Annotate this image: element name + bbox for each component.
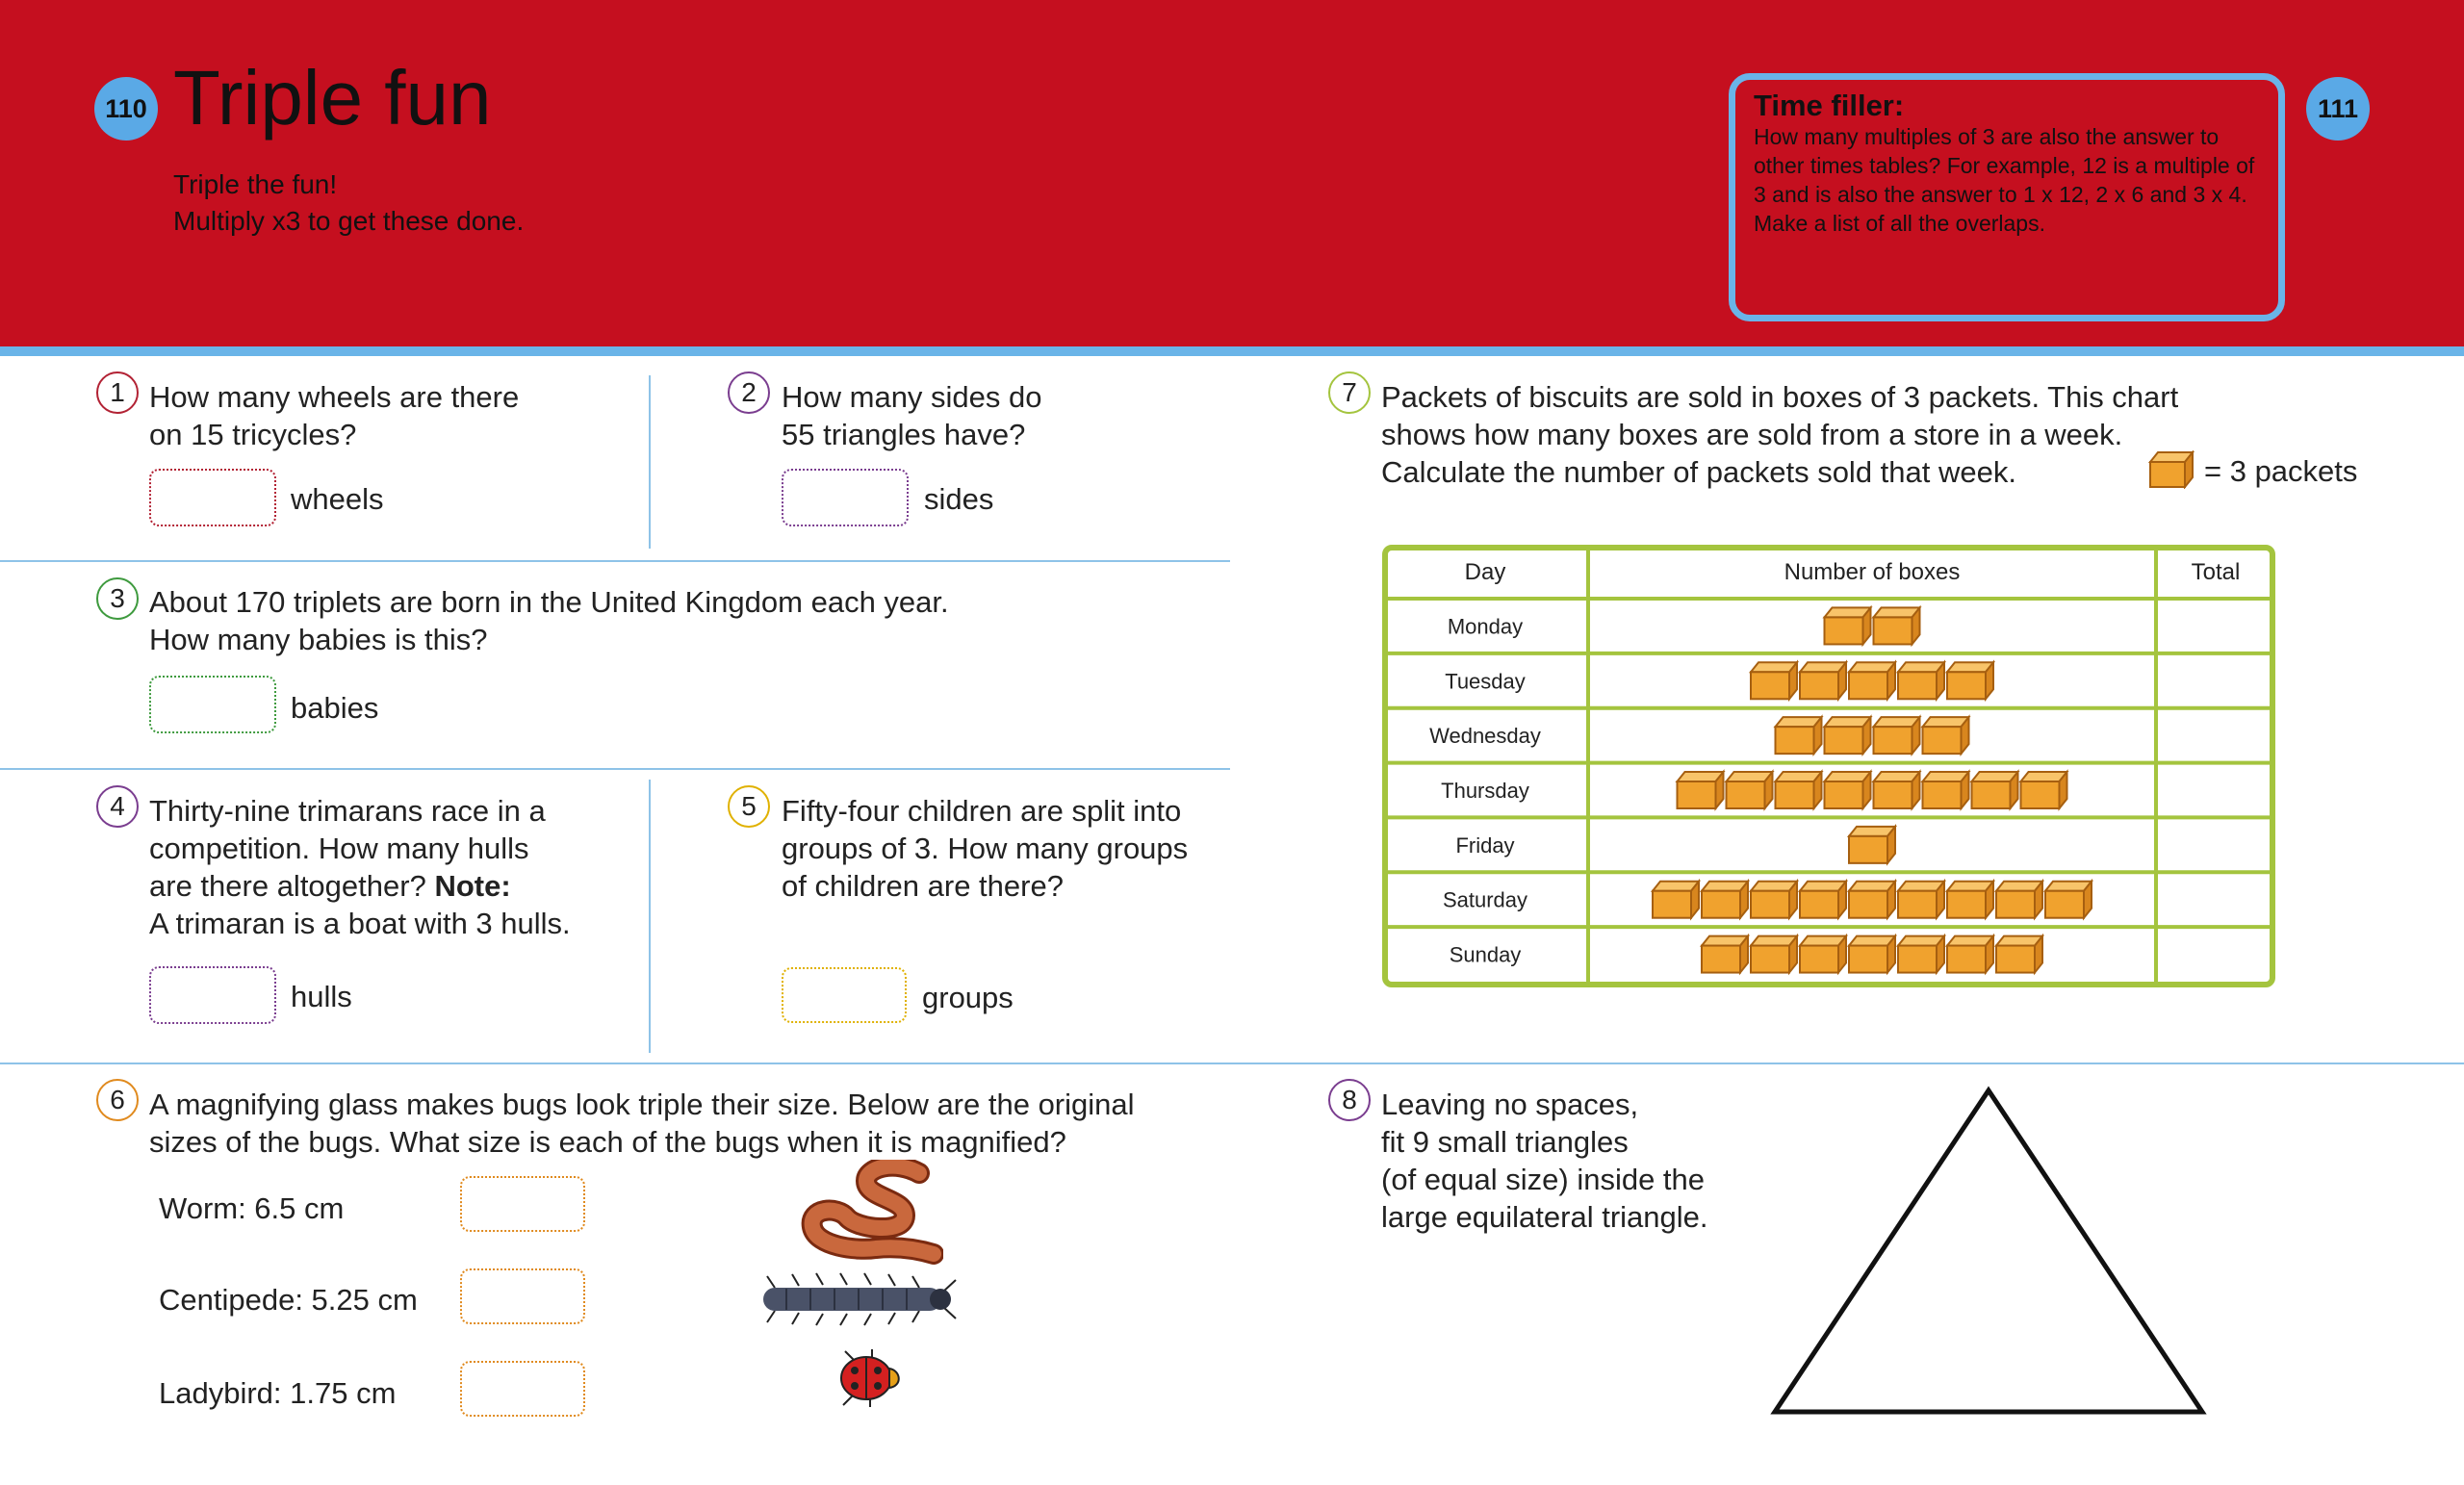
ladybird-icon	[835, 1347, 907, 1409]
question-6-line-1: A magnifying glass makes bugs look triple their size. Below are the original	[149, 1088, 1135, 1121]
box-icon	[1727, 772, 1773, 808]
intro-line-2: Multiply x3 to get these done.	[173, 206, 525, 236]
question-4-number: 4	[96, 785, 139, 828]
box-icon	[1825, 717, 1871, 754]
box-icon	[2045, 882, 2092, 918]
chart-day-label: Friday	[1455, 832, 1515, 858]
intro-line-1: Triple the fun!	[173, 169, 338, 199]
box-icon	[1678, 772, 1724, 808]
centipede-answer-box[interactable]	[460, 1268, 585, 1324]
question-5-unit: groups	[922, 981, 1014, 1014]
box-icon	[1947, 882, 1993, 918]
centipede-label: Centipede: 5.25 cm	[159, 1283, 418, 1317]
question-4-line-2: competition. How many hulls	[149, 832, 529, 865]
question-5-answer-box[interactable]	[782, 967, 907, 1023]
box-icon	[1702, 936, 1748, 973]
box-icon	[1996, 882, 2042, 918]
question-5-line-2: groups of 3. How many groups	[782, 832, 1189, 865]
worm-icon	[799, 1160, 943, 1266]
box-icon	[1947, 662, 1993, 699]
time-filler-text: How many multiples of 3 are also the answer to other times tables? For example, 12 is a multiple of 3 and is also the answer to 1 x 12, 2 x 6 and 3 x 4. Make a list of all the overlaps.	[1754, 124, 2255, 236]
question-2-line-2: 55 triangles have?	[782, 418, 1026, 451]
question-8-number: 8	[1328, 1079, 1371, 1121]
box-icon	[1874, 717, 1920, 754]
question-4-line-1: Thirty-nine trimarans race in a	[149, 794, 546, 828]
question-8-text	[1381, 1086, 1708, 1236]
question-1-unit: wheels	[291, 482, 384, 516]
box-icon	[1653, 882, 1699, 918]
box-icon	[1751, 936, 1797, 973]
question-1-number: 1	[96, 371, 139, 414]
chart-boxes	[1653, 607, 2092, 972]
box-icon	[2021, 772, 2067, 808]
question-7-text	[1381, 378, 2178, 491]
question-7-line-2: shows how many boxes are sold from a store in a week.	[1381, 418, 2123, 451]
chart-header-2: Total	[2191, 559, 2241, 585]
box-icon	[1751, 882, 1797, 918]
question-3-number: 3	[96, 577, 139, 620]
question-3-answer-box[interactable]	[149, 676, 276, 733]
chart-day-label: Tuesday	[1445, 669, 1526, 694]
question-5-number: 5	[728, 785, 770, 828]
ladybird-answer-box[interactable]	[460, 1361, 585, 1417]
chart-header-0: Day	[1464, 559, 1506, 585]
question-4-answer-box[interactable]	[149, 966, 276, 1024]
question-5-text	[782, 792, 1188, 905]
question-1-text	[149, 378, 519, 453]
question-8-line-3: (of equal size) inside the	[1381, 1163, 1706, 1196]
box-icon	[1800, 882, 1846, 918]
box-icon	[1825, 772, 1871, 808]
question-3-line-2: How many babies is this?	[149, 623, 488, 656]
question-3-unit: babies	[291, 691, 379, 725]
box-icon	[1825, 607, 1871, 644]
divider-v2	[649, 780, 651, 1053]
question-8-line-1: Leaving no spaces,	[1381, 1088, 1639, 1121]
worm-label: Worm: 6.5 cm	[159, 1191, 345, 1225]
centipede-icon	[756, 1270, 958, 1328]
box-icon	[1874, 772, 1920, 808]
question-8-line-2: fit 9 small triangles	[1381, 1125, 1629, 1159]
box-icon	[1751, 662, 1797, 699]
key-box-icon	[2148, 450, 2194, 489]
divider-v1	[649, 375, 651, 549]
box-icon	[1776, 717, 1822, 754]
question-5-line-3: of children are there?	[782, 869, 1064, 903]
box-icon	[1874, 607, 1920, 644]
question-4-line-4: A trimaran is a boat with 3 hulls.	[149, 907, 571, 940]
question-3-text	[149, 583, 949, 658]
question-1-line-2: on 15 tricycles?	[149, 418, 357, 451]
divider-h2	[0, 768, 1230, 770]
box-icon	[1923, 717, 1969, 754]
chart-day-label: Sunday	[1449, 942, 1522, 967]
box-icon	[1972, 772, 2018, 808]
box-icon	[1849, 827, 1895, 863]
question-6-text	[149, 1086, 1135, 1161]
question-8-line-4: large equilateral triangle.	[1381, 1200, 1708, 1234]
chart-day-label: Wednesday	[1429, 724, 1541, 749]
question-7-number: 7	[1328, 371, 1371, 414]
question-7-line-3: Calculate the number of packets sold that week.	[1381, 455, 2016, 489]
question-2-unit: sides	[924, 482, 994, 516]
box-icon	[1923, 772, 1969, 808]
box-icon	[1800, 662, 1846, 699]
chart-header-1: Number of boxes	[1784, 559, 1961, 585]
page-title: Triple fun	[173, 55, 492, 141]
key-text: = 3 packets	[2204, 454, 2358, 488]
large-equilateral-triangle	[1761, 1083, 2214, 1420]
intro-text	[173, 166, 524, 240]
header-divider	[0, 346, 2464, 356]
question-6-number: 6	[96, 1079, 139, 1121]
question-2-text	[782, 378, 1042, 453]
box-icon	[1996, 936, 2042, 973]
left-page-number: 110	[94, 77, 158, 141]
box-icon	[1849, 662, 1895, 699]
box-icon	[1849, 882, 1895, 918]
divider-h3	[0, 1063, 2464, 1064]
box-icon	[1898, 936, 1944, 973]
question-1-line-1: How many wheels are there	[149, 380, 520, 414]
box-icon	[1776, 772, 1822, 808]
time-filler-title: Time filler:	[1754, 89, 1905, 122]
question-7-line-1: Packets of biscuits are sold in boxes of 3 packets. This chart	[1381, 380, 2179, 414]
question-4-text	[149, 792, 571, 942]
question-4-line-3	[149, 867, 571, 905]
box-icon	[1898, 882, 1944, 918]
divider-h1	[0, 560, 1230, 562]
box-icon	[1947, 936, 1993, 973]
ladybird-label: Ladybird: 1.75 cm	[159, 1376, 397, 1410]
chart-day-label: Thursday	[1441, 779, 1529, 803]
question-2-answer-box[interactable]	[782, 469, 909, 526]
question-4-unit: hulls	[291, 980, 352, 1013]
question-5-line-1: Fifty-four children are split into	[782, 794, 1182, 828]
box-icon	[1898, 662, 1944, 699]
boxes-chart	[1382, 545, 2275, 987]
question-3-line-1: About 170 triplets are born in the United Kingdom each year.	[149, 585, 949, 619]
box-icon	[1849, 936, 1895, 973]
question-2-number: 2	[728, 371, 770, 414]
question-4-note-label: Note:	[434, 869, 511, 903]
question-1-answer-box[interactable]	[149, 469, 276, 526]
chart-day-label: Saturday	[1442, 887, 1528, 912]
worm-answer-box[interactable]	[460, 1176, 585, 1232]
question-2-line-1: How many sides do	[782, 380, 1042, 414]
chart-day-label: Monday	[1447, 614, 1524, 639]
right-page-number: 111	[2306, 77, 2370, 141]
question-4-line-3-text: are there altogether?	[149, 869, 426, 903]
box-icon	[1702, 882, 1748, 918]
box-icon	[1800, 936, 1846, 973]
question-6-line-2: sizes of the bugs. What size is each of the bugs when it is magnified?	[149, 1125, 1066, 1159]
